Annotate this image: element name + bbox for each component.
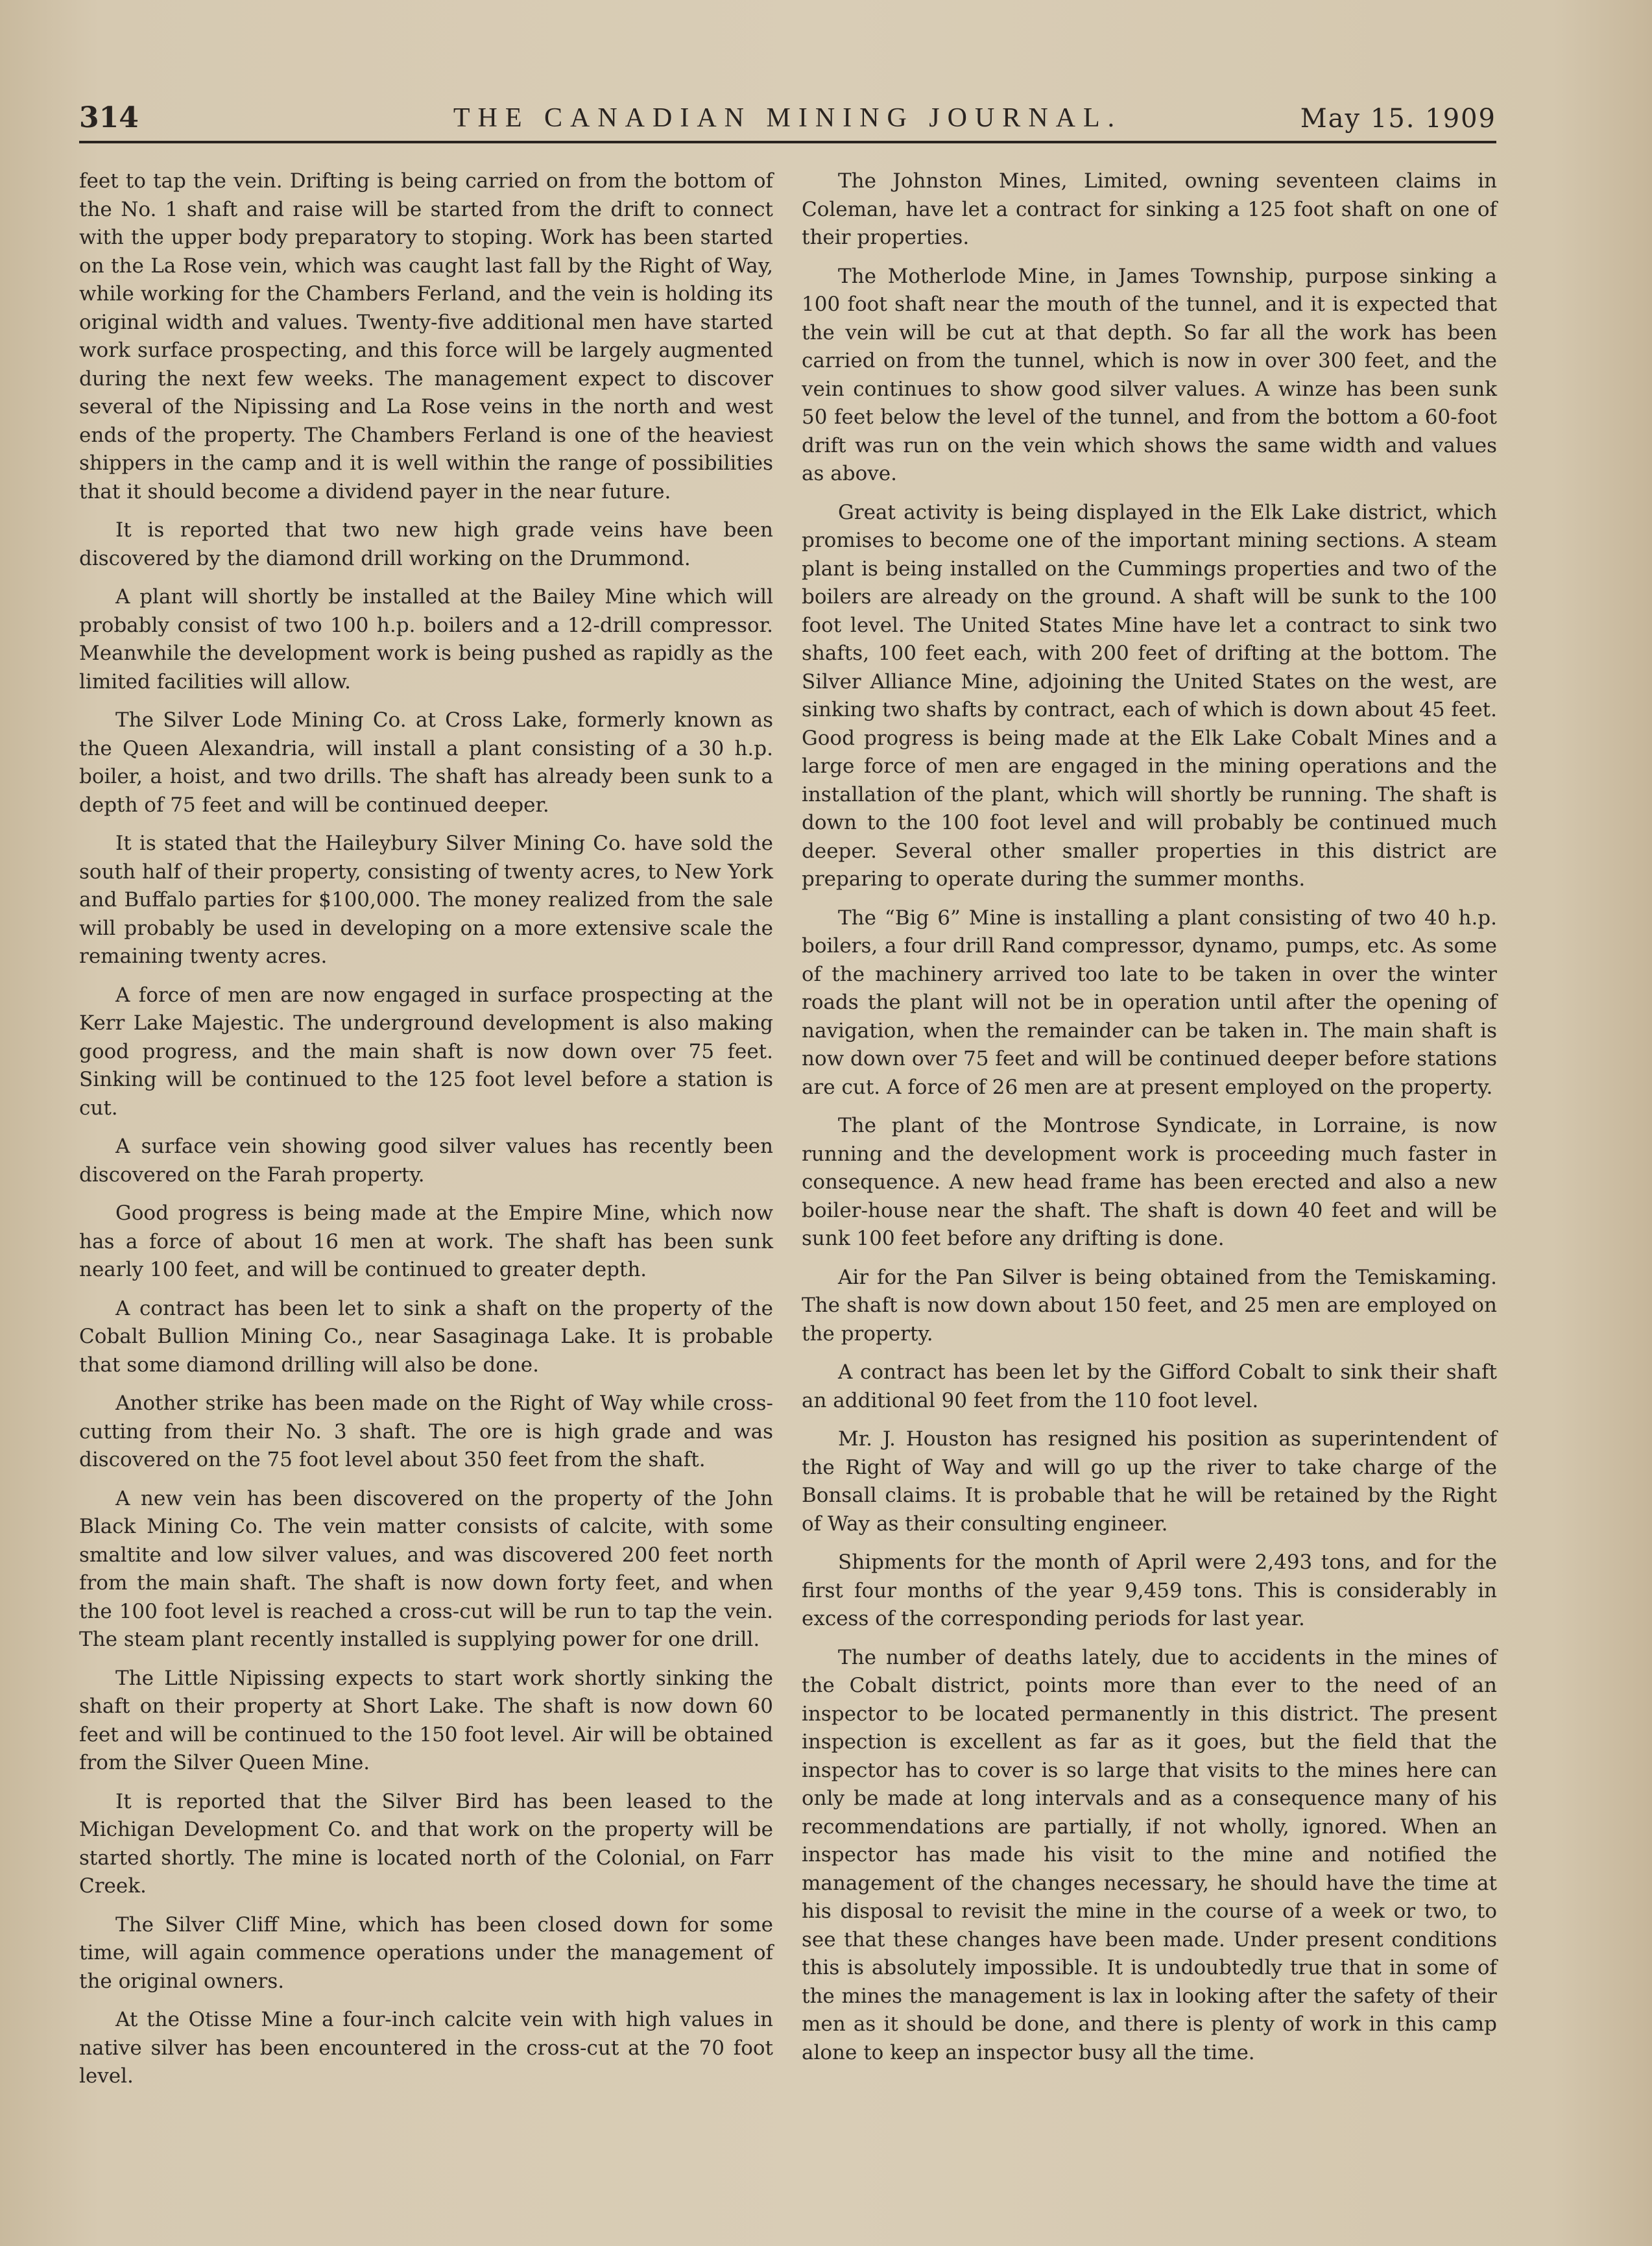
issue-date: May 15. 1909 — [1300, 104, 1496, 134]
paragraph: A new vein has been discovered on the property of the John Black Mining Co. The vein matter consists of calcite, with some smaltite and low silver values, and was discovered 200 feet north from the main shaft. The shaft is now down forty feet, and when the 100 foot level is reached a cross-cut will be run to tap the vein. The steam plant recently installed is supplying power for one drill. — [79, 1486, 773, 1651]
paragraph: The Johnston Mines, Limited, owning seventeen claims in Coleman, have let a contract for sinking a 125 foot shaft on one of their properties. — [802, 169, 1497, 249]
journal-title: THE CANADIAN MINING JOURNAL. — [453, 103, 1123, 133]
paragraph: A contract has been let by the Gifford Cobalt to sink their shaft an additional 90 feet from the 110 foot level. — [802, 1360, 1497, 1412]
paragraph: A contract has been let to sink a shaft on the property of the Cobalt Bullion Mining Co., near Sasaginaga Lake. It is probable that some diamond drilling will also be done. — [79, 1296, 773, 1377]
paragraph: Another strike has been made on the Right of Way while cross-cutting from their No. 3 shaft. The ore is high grade and was discovered on the 75 foot level about 350 feet from the shaft. — [79, 1392, 773, 1471]
paragraph: It is stated that the Haileybury Silver Mining Co. have sold the south half of their property, consisting of twenty acres, to New York and Buffalo parties for $100,000. The money realized from the sale will probably be used in developing on a more extensive scale the remaining twenty acres. — [79, 832, 773, 968]
paragraph: At the Otisse Mine a four-inch calcite vein with high values in native silver has been encountered in the cross-cut at the 70 foot level. — [79, 2008, 773, 2088]
paragraph: It is reported that two new high grade veins have been discovered by the diamond drill working on the Drummond. — [79, 518, 773, 570]
paragraph: The Little Nipissing expects to start work shortly sinking the shaft on their property at Short Lake. The shaft is now down 60 feet and will be continued to the 150 foot level. Air will be obtained from the Silver Queen Mine. — [79, 1666, 773, 1774]
paragraph: A plant will shortly be installed at the Bailey Mine which will probably consist of two 100 h.p. boilers and a 12-drill compressor. Meanwhile the development work is being pushed as rapidly as the limited facilities will allow. — [79, 585, 773, 694]
paragraph: Good progress is being made at the Empire Mine, which now has a force of about 16 men at work. The shaft has been sunk nearly 100 feet, and will be continued to greater depth. — [79, 1201, 773, 1281]
paragraph: Great activity is being displayed in the Elk Lake district, which promises to become one of the important mining sections. A steam plant is being installed on the Cummings properties and two of the boilers are already on the ground. A shaft will be sunk to the 100 foot level. The United States Mine have let a contract to sink two shafts, 100 feet each, with 200 feet of drifting at the bottom. The Silver Alliance Mine, adjoining the United States on the west, are sinking two shafts by contract, each of which is down about 45 feet. Good progress is being made at the Elk Lake Cobalt Mines and a large force of men are engaged in the mining operations and the installation of the plant, which will shortly be running. The shaft is down to the 100 foot level and will probably be continued much deeper. Several other smaller properties in this district are preparing to operate during the summer months. — [802, 500, 1497, 891]
header-rule — [79, 141, 1496, 143]
paragraph: The Motherlode Mine, in James Township, purpose sinking a 100 foot shaft near the mouth of the tunnel, and it is expected that the vein will be cut at that depth. So far all the work has been carried on from the tunnel, which is now in over 300 feet, and the vein continues to show good silver values. A winze has been sunk 50 feet below the level of the tunnel, and from the bottom a 60-foot drift was run on the vein which shows the same width and values as above. — [802, 264, 1497, 485]
left-column — [79, 167, 773, 2101]
paragraph: feet to tap the vein. Drifting is being carried on from the bottom of the No. 1 shaft and raise will be started from the drift to connect with the upper body preparatory to stoping. Work has been started on the La Rose vein, which was caught last fall by the Right of Way, while working for the Chambers Ferland, and the vein is holding its original width and values. Twenty-five additional men have started work surface prospecting, and this force will be largely augmented during the next few weeks. The management expect to discover several of the Nipissing and La Rose veins in the north and west ends of the property. The Chambers Ferland is one of the heaviest shippers in the camp and it is well within the range of possibilities that it should become a dividend payer in the near future. — [79, 169, 773, 503]
right-column — [802, 167, 1497, 2077]
paragraph: The “Big 6” Mine is installing a plant consisting of two 40 h.p. boilers, a four drill Rand compressor, dynamo, pumps, etc. As some of the machinery arrived too late to be taken in over the winter roads the plant will not be in operation until after the opening of navigation, when the remainder can be taken in. The main shaft is now down over 75 feet and will be continued deeper before stations are cut. A force of 26 men are at present employed on the property. — [802, 906, 1498, 1099]
paragraph: Mr. J. Houston has resigned his position as superintendent of the Right of Way and will go up the river to take charge of the Bonsall claims. It is probable that he will be retained by the Right of Way as their consulting engineer. — [802, 1427, 1497, 1536]
paragraph: The Silver Cliff Mine, which has been closed down for some time, will again commence operations under the management of the original owners. — [79, 1913, 773, 1993]
paragraph: Air for the Pan Silver is being obtained from the Temiskaming. The shaft is now down about 150 feet, and 25 men are employed on the property. — [802, 1265, 1497, 1346]
page-number: 314 — [79, 101, 139, 134]
paragraph: A force of men are now engaged in surface prospecting at the Kerr Lake Majestic. The underground development is also making good progress, and the main shaft is now down over 75 feet. Sinking will be continued to the 125 foot level before a station is cut. — [79, 983, 773, 1120]
paragraph: A surface vein showing good silver values has recently been discovered on the Farah property. — [79, 1135, 773, 1187]
paragraph: Shipments for the month of April were 2,493 tons, and for the first four months of the year 9,459 tons. This is considerably in excess of the corresponding periods for last year. — [802, 1551, 1497, 1630]
paragraph: The number of deaths lately, due to accidents in the mines of the Cobalt district, points more than ever to the need of an inspector to be located permanently in this district. The present inspection is excellent as far as it goes, but the field that the inspector has to cover is so large that visits to the mines here can only be made at long intervals and as a consequence many of his recommendations are partially, if not wholly, ignored. When an inspector has made his visit to the mine and notified the management of the changes necessary, he should have the time at his disposal to revisit the mine in the course of a week or two, to see that these changes have been made. Under present conditions this is absolutely impossible. It is undoubtedly true that in some of the mines the management is lax in looking after the safety of their men as it should be done, and there is plenty of work in this camp alone to keep an inspector busy all the time. — [802, 1645, 1497, 2064]
page-header — [79, 97, 1496, 136]
paragraph: It is reported that the Silver Bird has been leased to the Michigan Development Co. and that work on the property will be started shortly. The mine is located north of the Colonial, on Farr Creek. — [79, 1789, 773, 1898]
paragraph: The plant of the Montrose Syndicate, in Lorraine, is now running and the development work is proceeding much faster in consequence. A new head frame has been erected and also a new boiler-house near the shaft. The shaft is down 40 feet and will be sunk 100 feet before any drifting is done. — [802, 1114, 1497, 1250]
paragraph: The Silver Lode Mining Co. at Cross Lake, formerly known as the Queen Alexandria, will install a plant consisting of a 30 h.p. boiler, a hoist, and two drills. The shaft has already been sunk to a depth of 75 feet and will be continued deeper. — [79, 708, 773, 817]
